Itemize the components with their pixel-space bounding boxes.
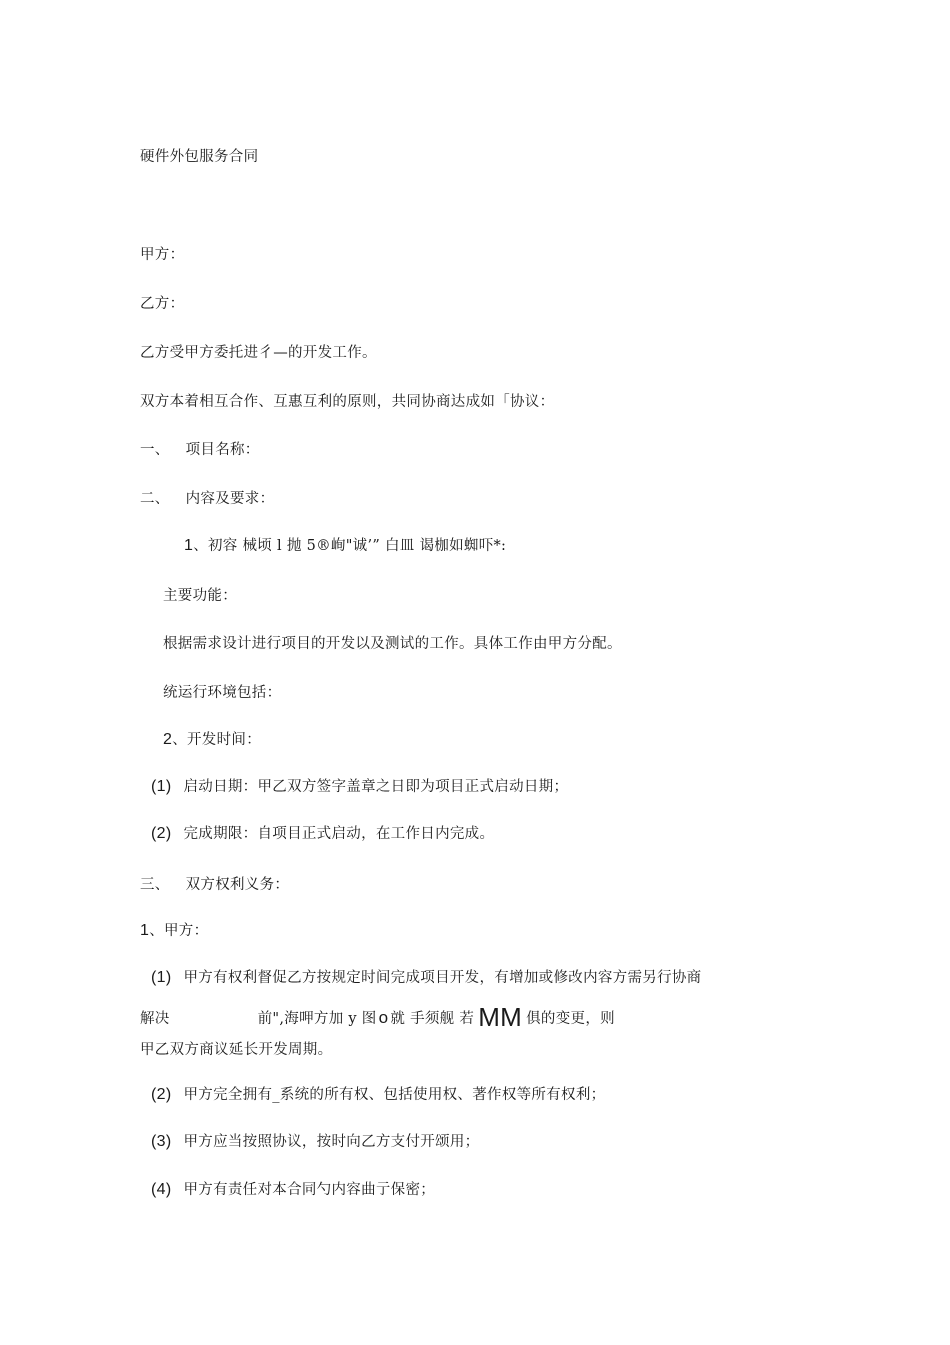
item-text: 甲方完全拥有_系统的所有权、包括使用权、著作权等所有权利；: [183, 1087, 606, 1103]
right-item-1-continuation-2: 甲乙双方商议延长开发周期。: [140, 1042, 333, 1058]
party-b-label: 乙方：: [140, 296, 185, 312]
item-text: 、初容 械顷 l 抛 5®峋"诚’” 白皿 谒枷如蜘吓*:: [193, 538, 507, 554]
item-text: 甲方有责任对本合同勺内容曲亍保密；: [183, 1182, 436, 1198]
continuation-start: 解决: [140, 1011, 170, 1027]
item-number: (4): [151, 1181, 172, 1198]
item-2-2: [163, 730, 261, 750]
document-title: 硬件外包服务合同: [140, 149, 259, 165]
right-item-1-continuation: [140, 1002, 615, 1032]
item-text: 、甲方：: [149, 923, 209, 939]
item-text: 甲方应当按照协议，按时向乙方支付开颂用；: [183, 1134, 480, 1150]
section-text: 双方权利义务：: [185, 877, 290, 893]
principle-paragraph: 双方本着相互合作、互惠互利的原则，共同协商达成如「协议：: [140, 394, 555, 410]
intro-paragraph: 乙方受甲方委托进彳—的开发工作。: [140, 345, 377, 361]
section-2-heading: [140, 489, 274, 509]
item-number: (3): [151, 1133, 172, 1150]
section-number: 二、: [140, 491, 170, 507]
item-text: 甲方有权利督促乙方按规定时间完成项目开发，有增加或修改内容方需另行协商: [183, 970, 702, 986]
item-text: 启动日期：甲乙双方签字盖章之日即为项目正式启动日期；: [183, 779, 569, 795]
right-item-2: [151, 1085, 605, 1105]
section-number: 三、: [140, 877, 170, 893]
function-description: 根据需求设计进行项目的开发以及测试的工作。具体工作由甲方分配。: [163, 636, 622, 652]
section-text: 内容及要求：: [185, 491, 275, 507]
section-3-heading: [140, 875, 289, 895]
item-number: 1: [184, 537, 194, 554]
continuation-glyph: o: [378, 1008, 389, 1027]
environment-label: 统运行环境包括：: [163, 685, 282, 701]
right-item-1: [151, 968, 701, 988]
item-2-1: [184, 536, 506, 556]
item-number: (1): [151, 969, 172, 986]
item-text: 、开发时间：: [172, 732, 262, 748]
item-text: 完成期限：自项目正式启动，在工作日内完成。: [183, 826, 495, 842]
continuation-text-a: 前",海呷方加 y 图: [257, 1011, 377, 1027]
item-number: (1): [151, 778, 172, 795]
time-item-2: [151, 824, 494, 844]
section-text: 项目名称：: [185, 442, 260, 458]
main-function-label: 主要功能：: [163, 588, 237, 604]
continuation-text-c: 俱的变更，则: [526, 1011, 615, 1027]
party-a-label: 甲方：: [140, 247, 185, 263]
item-number: 2: [163, 731, 173, 748]
continuation-large-glyph: MM: [478, 1002, 523, 1032]
item-number: (2): [151, 825, 172, 842]
item-number: 1: [140, 922, 150, 939]
right-item-3: [151, 1132, 479, 1152]
section-number: 一、: [140, 442, 170, 458]
section-1-heading: [140, 440, 260, 460]
continuation-text-b: 就 手须舰 若: [390, 1011, 475, 1027]
party-a-subheading: [140, 921, 208, 941]
time-item-1: [151, 777, 568, 797]
right-item-4: [151, 1180, 435, 1200]
item-number: (2): [151, 1086, 172, 1103]
